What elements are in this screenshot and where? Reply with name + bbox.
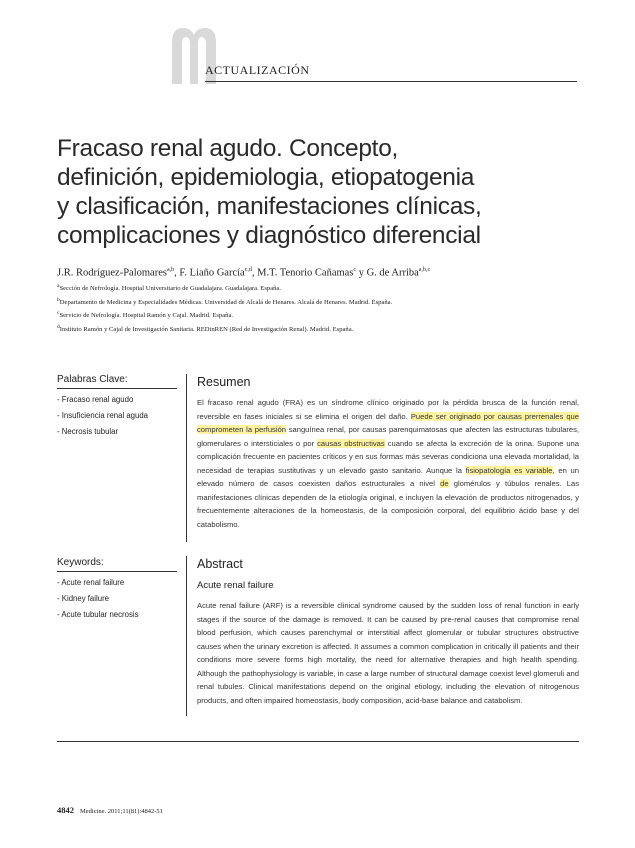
article-title — [57, 134, 577, 250]
affiliation-item — [57, 322, 587, 336]
author-name: , F. Liaño García — [174, 267, 245, 279]
keyword-item: - Insuficiencia renal aguda — [57, 411, 149, 420]
affiliation-item — [57, 281, 587, 295]
section-rule — [205, 81, 577, 82]
title-line: definición, epidemiologia, etiopatogenia — [57, 164, 475, 191]
author-sup: a,b — [166, 267, 175, 273]
title-line: Fracaso renal agudo. Concepto, — [57, 135, 399, 162]
keywords — [57, 557, 177, 623]
affiliation-sup: c — [57, 310, 60, 317]
keyword-item: - Necrosis tubular — [57, 427, 119, 436]
resumen-highlight: de — [440, 479, 449, 488]
section-label: ACTUALIZACIÓN — [205, 63, 310, 77]
abstract-subtitle: Acute renal failure — [197, 580, 274, 591]
citation: Medicine. 2011;11(81):4842-51 — [80, 808, 163, 815]
column-rule — [186, 374, 187, 542]
bottom-rule — [57, 741, 579, 742]
palabras-clave — [57, 374, 177, 440]
keywords-title: Keywords: — [57, 557, 177, 572]
affiliations — [57, 281, 587, 336]
resumen-span: El fracaso renal agudo (FRA) es un síndrome clínico originado por la pérdida brusca de la función renal, reversible en fases iniciales si se elimina el origen del daño. — [197, 398, 579, 421]
author-name: y G. de Arriba — [356, 267, 419, 279]
resumen-highlight: causas obstructivas — [317, 438, 385, 448]
affiliation-text: Instituto Ramón y Cajal de Investigación Sanitaria. REDinREN (Red de Investigación Renal). Madrid. España. — [59, 326, 354, 334]
affiliation-item — [57, 308, 587, 322]
resumen-title: Resumen — [197, 375, 251, 389]
keyword-item: - Acute tubular necrosis — [57, 610, 139, 619]
page-footer — [57, 805, 163, 815]
abstract-title: Abstract — [197, 557, 243, 571]
affiliation-text: Servicio de Nefrología. Hospital Ramón y Cajal. Madrid. España. — [59, 312, 234, 320]
affiliation-sup: a — [57, 283, 60, 289]
affiliation-text: Departamento de Medicina y Especialidades Médicas. Universidad de Alcalá de Henares. Alcalá de Henares. Madrid. España. — [59, 298, 393, 306]
column-rule — [186, 556, 187, 716]
keyword-item: - Acute renal failure — [57, 578, 125, 587]
abstract-text: Acute renal failure (ARF) is a reversible clinical syndrome caused by the sudden loss of renal function in early stages if the source of the damage is removed. It can be caused by pre-renal causes that compromise renal blood perfusion, which causes parenchymal or interstitial affect glomerular or tubular structures obstructive causes when the urinary excretion is affected. It assumes a common complication in critically ill patients and their conditions more severe forms high mortality, the need for alternative therapies and high health spending. Although the pathophysiology is variable, in case a large number of structural damage coexist level glomeruli and renal tubules. Clinical manifestations depend on the original etiology, including the elevation of nitrogenous products, and often impaired homeostasis, body composition, acid-base balance and catabolism. — [197, 601, 579, 705]
title-line: complicaciones y diagnóstico diferencial — [57, 222, 481, 249]
palabras-clave-title: Palabras Clave: — [57, 374, 177, 389]
authors — [57, 267, 587, 279]
author-sup: a,b,c — [418, 267, 431, 273]
author-name: J.R. Rodríguez-Palomares — [57, 267, 167, 279]
resumen-highlight: Puede ser originado por causas prerrenales que comprometen la perfusión — [197, 411, 580, 434]
affiliation-text: Sección de Nefrología. Hospital Universitario de Guadalajara. Guadalajara. España. — [59, 285, 281, 293]
author-name: , M.T. Tenorio Cañamas — [251, 267, 354, 279]
author-sup: c,d — [244, 267, 252, 273]
title-line: y clasificación, manifestaciones clínicas, — [57, 193, 482, 220]
resumen-text — [197, 396, 579, 531]
affiliation-sup: d — [57, 324, 60, 331]
resumen-span: glomérulos y túbulos renales. Las manifestaciones clínicas dependen de la etiología original, e incluyen la elevación de productos nitrogenados, y frecuentemente alteraciones de la homeostasis, de la composición corporal, del equilibrio ácido base y del catabolismo. — [197, 479, 580, 529]
resumen-span: sanguínea renal, por causas parenquimatosas que afecten las estructuras tubulares, glomerulares o intersticiales o por — [197, 425, 580, 448]
resumen-span: , en un elevado número de casos coexisten daños estructurales a nivel — [197, 465, 579, 488]
resumen-highlight: fisiopatología es variable — [465, 465, 553, 475]
keyword-item: - Fracaso renal agudo — [57, 395, 134, 404]
resumen-span: cuando se afecta la excreción de la orina. Supone una complicación frecuente en pacientes críticos y en sus formas más severas condiciona una elevada mortalidad, la necesidad de terapias sustitutivas y un elevado gasto sanitario. Aunque la — [197, 438, 579, 475]
author-sup: c — [353, 267, 357, 273]
affiliation-sup: b — [57, 296, 60, 303]
page-number: 4842 — [57, 805, 74, 815]
affiliation-item — [57, 295, 587, 309]
keyword-item: - Kidney failure — [57, 594, 110, 603]
